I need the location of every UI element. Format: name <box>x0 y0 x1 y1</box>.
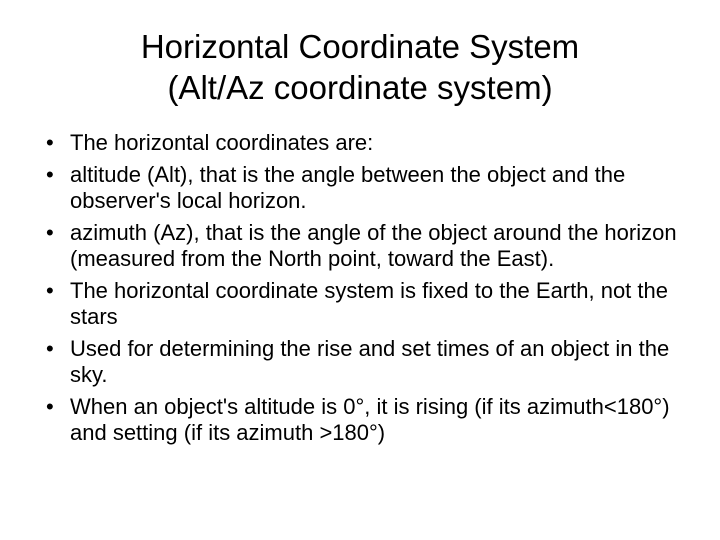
slide-title <box>0 26 720 108</box>
bullet-item <box>46 278 696 330</box>
bullet-text: The horizontal coordinate system is fixed to the Earth, not the stars <box>70 278 668 329</box>
slide-title-line-1: Horizontal Coordinate System <box>140 28 580 65</box>
bullet-dot: • <box>46 162 54 187</box>
bullet-list <box>46 130 696 452</box>
bullet-item <box>46 220 696 272</box>
bullet-text: azimuth (Az), that is the angle of the object around the horizon (measured from the North point, toward the East). <box>70 220 677 271</box>
bullet-item <box>46 394 696 446</box>
bullet-text: The horizontal coordinates are: <box>70 130 374 155</box>
bullet-item <box>46 130 696 156</box>
bullet-item <box>46 162 696 214</box>
bullet-item <box>46 336 696 388</box>
bullet-dot: • <box>46 336 54 361</box>
bullet-text: When an object's altitude is 0°, it is rising (if its azimuth<180°) and setting (if its azimuth >180°) <box>70 394 670 445</box>
bullet-dot: • <box>46 278 54 303</box>
slide-title-line-2: (Alt/Az coordinate system) <box>167 69 553 106</box>
bullet-text: Used for determining the rise and set times of an object in the sky. <box>70 336 670 387</box>
bullet-text: altitude (Alt), that is the angle between the object and the observer's local horizon. <box>70 162 626 213</box>
bullet-dot: • <box>46 130 54 155</box>
bullet-dot: • <box>46 394 54 419</box>
bullet-dot: • <box>46 220 54 245</box>
